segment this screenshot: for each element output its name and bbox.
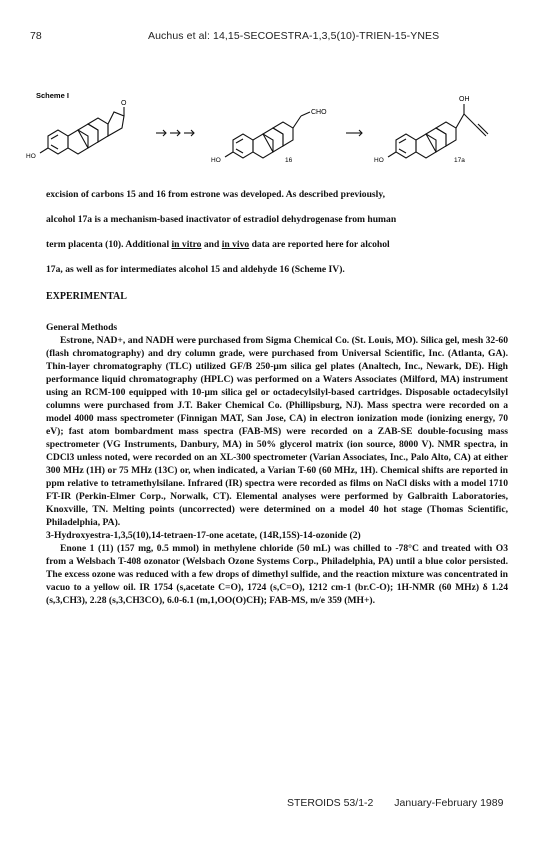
aldehyde-label: CHO (311, 109, 327, 116)
scheme-figure (28, 88, 528, 178)
compound-2-heading: 3-Hydroxyestra-1,3,5(10),14-tetraen-17-one acetate, (14R,15S)-14-ozonide (2) (46, 530, 361, 541)
general-methods-heading: General Methods (46, 322, 118, 333)
page-number: 78 (30, 30, 42, 42)
ho-label-1: HO (26, 153, 36, 160)
intro-line: alcohol 17a is a mechanism-based inactivator of estradiol dehydrogenase from human (46, 214, 397, 225)
compound-17a-label: 17a (454, 157, 465, 164)
intro-line: 17a, as well as for intermediates alcohol 15 and aldehyde 16 (Scheme IV). (46, 264, 345, 275)
ketone-oxygen-label: O (121, 100, 127, 107)
compound-16-label: 16 (285, 157, 293, 164)
journal-name: STEROIDS 53/1-2 (287, 797, 374, 809)
intro-line: excision of carbons 15 and 16 from estrone was developed. As described previously, (46, 189, 385, 200)
general-methods-section (46, 321, 508, 607)
intro-line: term placenta (10). Additional in vitro and in vivo data are reported here for alcohol (46, 239, 390, 250)
intro-paragraph (46, 182, 508, 282)
ho-label-2: HO (211, 157, 221, 164)
experimental-heading: EXPERIMENTAL (46, 291, 127, 302)
general-methods-text: Estrone, NAD+, and NADH were purchased from Sigma Chemical Co. (St. Louis, MO). Silica gel, mesh 32-60 (flash chromatography) and dry column grade, were purchased from Universal Scientific, Inc. (Atlanta, GA). Thin-layer chromatography (TLC) utilized GF/B 250-μm silica gel plates (Analtech, Inc., Newark, DE). High performance liquid chromatography (HPLC) was performed on a Waters Associates (Milford, MA) instrument using an RCM-100 equipped with 10-μm silica gel or octadecylsilyl-based cartridges. Disposable octadecylsilyl columns were purchased from J.T. Baker Chemical Co. (Phillipsburg, NJ). Mass spectra were recorded on a model 4000 mass spectrometer (Finnigan MAT, San Jose, CA) in electron ionization mode (ionizing energy, 70 eV); fast atom bombardment mass spectra (FAB-MS) were recorded on a ZAB-SE double-focusing mass spectrometer (VG Instruments, Danbury, MA) in 50% glycerol matrix (ion source, 8000 V). NMR spectra, in CDCl3 unless noted, were recorded on an XL-300 spectrometer (Varian Associates, Inc., Palo Alto, CA) at either 300 MHz (1H) or 75 MHz (13C) or, when indicated, a Varian T-60 (60 MHz, 1H). Chemical shifts are reported in ppm relative to tetramethylsilane. Infrared (IR) spectra were recorded as films on NaCl disks with a model 1710 FT-IR (Perkin-Elmer Corp., Norwalk, CT). Elemental analyses were performed by Galbraith Laboratories, Knoxville, TN. Melting points (uncorrected) were determined on a model 40 hot stage (Thomas Scientific, Philadelphia, PA). (46, 335, 508, 528)
hydroxyl-label: OH (459, 96, 470, 103)
footer (287, 797, 521, 809)
ring-a (48, 130, 68, 154)
scheme-drawing (28, 88, 528, 178)
issue-date: January-February 1989 (394, 797, 504, 809)
scheme-label: Scheme I (36, 91, 69, 100)
compound-2-text: Enone 1 (11) (157 mg, 0.5 mmol) in methylene chloride (50 mL) was chilled to -78°C and treated with O3 from a Welsbach T-408 ozonator (Welsbach Ozone Systems Corp., Philadelphia, PA) until a blue color persisted. The excess ozone was reduced with a few drops of dimethyl sulfide, and the reaction mixture was concentrated in vacuo to a yellow oil. IR 1754 (s,acetate C=O), 1724 (s,C=O), 1212 cm-1 (br.C-O); 1H-NMR (60 MHz) δ 1.24 (s,3,CH3), 2.28 (s,3,CH3CO), 6.0-6.1 (m,1,OO(O)CH); FAB-MS, m/e 359 (MH+). (46, 543, 508, 606)
ho-label-3: HO (374, 157, 384, 164)
running-title: Auchus et al: 14,15-SECOESTRA-1,3,5(10)-TRIEN-15-YNES (148, 30, 440, 42)
